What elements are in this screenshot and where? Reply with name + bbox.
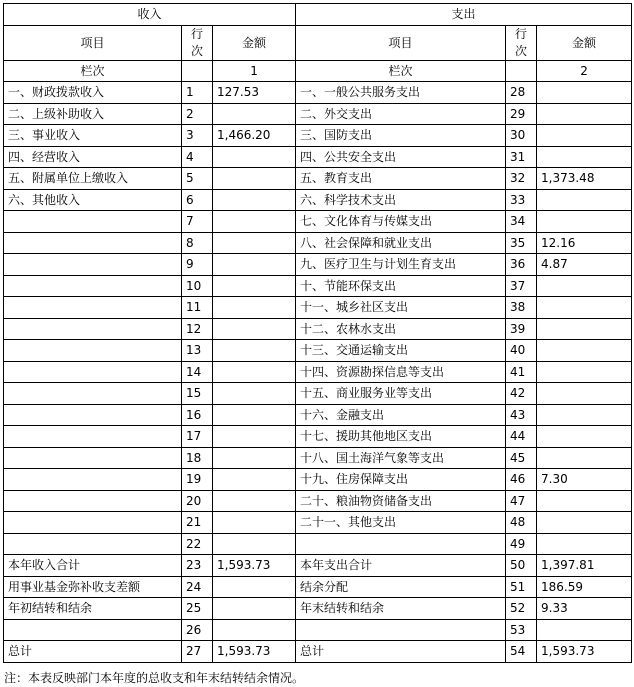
income-item-cell: 总计	[4, 641, 182, 663]
expense-amount-cell	[537, 211, 632, 233]
table-row	[4, 103, 632, 125]
table-row	[4, 404, 632, 426]
expense-amount-cell: 7.30	[537, 469, 632, 491]
expense-row-no-cell: 45	[506, 447, 537, 469]
income-item-cell: 用事业基金弥补收支差额	[4, 576, 182, 598]
income-row-no-cell: 10	[182, 275, 213, 297]
income-item-cell	[4, 426, 182, 448]
income-amount-cell	[213, 297, 296, 319]
expense-item-cell: 本年支出合计	[296, 555, 506, 577]
expense-column-label: 栏次	[296, 60, 506, 82]
income-item-cell: 本年收入合计	[4, 555, 182, 577]
expense-amount-cell	[537, 512, 632, 534]
expense-item-cell: 十七、援助其他地区支出	[296, 426, 506, 448]
income-item-header: 项目	[4, 25, 182, 60]
income-amount-cell	[213, 533, 296, 555]
expense-row-no-cell: 39	[506, 318, 537, 340]
expense-item-cell: 总计	[296, 641, 506, 663]
income-row-no-cell: 9	[182, 254, 213, 276]
expense-row-no-cell: 52	[506, 598, 537, 620]
header-row-sections	[4, 4, 632, 26]
income-row-no-cell: 27	[182, 641, 213, 663]
expense-amount-cell: 186.59	[537, 576, 632, 598]
expense-item-cell: 三、国防支出	[296, 125, 506, 147]
income-column-number: 1	[213, 60, 296, 82]
table-body	[4, 82, 632, 663]
expense-amount-cell	[537, 189, 632, 211]
expense-amount-cell: 12.16	[537, 232, 632, 254]
expense-item-cell: 十三、交通运输支出	[296, 340, 506, 362]
income-amount-cell	[213, 490, 296, 512]
income-row-no-cell: 23	[182, 555, 213, 577]
expense-row-no-cell: 33	[506, 189, 537, 211]
income-item-cell	[4, 490, 182, 512]
table-row	[4, 383, 632, 405]
table-row	[4, 168, 632, 190]
expense-amount-cell: 1,397.81	[537, 555, 632, 577]
table-row	[4, 82, 632, 104]
income-item-cell	[4, 404, 182, 426]
income-row-no-cell: 21	[182, 512, 213, 534]
expense-row-no-cell: 35	[506, 232, 537, 254]
expense-item-cell: 十四、资源勘探信息等支出	[296, 361, 506, 383]
table-row	[4, 576, 632, 598]
expense-item-cell: 年末结转和结余	[296, 598, 506, 620]
income-row-no-header	[182, 25, 213, 60]
income-amount-cell	[213, 598, 296, 620]
expense-row-no-cell: 47	[506, 490, 537, 512]
expense-row-no-cell: 41	[506, 361, 537, 383]
expense-amount-cell	[537, 490, 632, 512]
header-row-column-index	[4, 60, 632, 82]
income-row-no-cell: 2	[182, 103, 213, 125]
expense-row-no-cell: 30	[506, 125, 537, 147]
expense-row-no-cell: 49	[506, 533, 537, 555]
income-row-no-cell: 16	[182, 404, 213, 426]
table-note: 注：本表反映部门本年度的总收支和年末结转结余情况。	[4, 671, 305, 685]
income-item-cell: 二、上级补助收入	[4, 103, 182, 125]
income-amount-cell	[213, 404, 296, 426]
expense-row-no-cell: 46	[506, 469, 537, 491]
expense-item-cell: 六、科学技术支出	[296, 189, 506, 211]
expense-amount-cell	[537, 103, 632, 125]
expense-item-cell: 二、外交支出	[296, 103, 506, 125]
expense-item-cell: 二十、粮油物资储备支出	[296, 490, 506, 512]
expense-item-cell: 四、公共安全支出	[296, 146, 506, 168]
income-amount-cell	[213, 189, 296, 211]
income-item-cell: 四、经营收入	[4, 146, 182, 168]
income-amount-cell	[213, 318, 296, 340]
income-item-cell	[4, 512, 182, 534]
income-amount-cell	[213, 619, 296, 641]
income-item-cell	[4, 340, 182, 362]
expense-item-cell: 二十一、其他支出	[296, 512, 506, 534]
table-row	[4, 211, 632, 233]
expense-row-no-cell: 51	[506, 576, 537, 598]
expense-item-cell: 十八、国土海洋气象等支出	[296, 447, 506, 469]
expense-amount-cell: 4.87	[537, 254, 632, 276]
table-row	[4, 189, 632, 211]
income-column-index-blank	[182, 60, 213, 82]
income-column-label: 栏次	[4, 60, 182, 82]
income-row-no-cell: 20	[182, 490, 213, 512]
income-row-no-cell: 5	[182, 168, 213, 190]
income-row-no-cell: 17	[182, 426, 213, 448]
header-row-columns	[4, 25, 632, 60]
income-amount-cell	[213, 168, 296, 190]
expense-item-cell: 结余分配	[296, 576, 506, 598]
expense-column-number: 2	[537, 60, 632, 82]
expense-row-no-cell: 38	[506, 297, 537, 319]
expense-row-no-cell: 32	[506, 168, 537, 190]
table-row	[4, 340, 632, 362]
expense-amount-cell: 1,373.48	[537, 168, 632, 190]
income-item-cell	[4, 232, 182, 254]
expense-row-no-cell: 34	[506, 211, 537, 233]
expense-item-cell	[296, 533, 506, 555]
income-row-no-cell: 13	[182, 340, 213, 362]
table-row	[4, 490, 632, 512]
expense-amount-cell: 1,593.73	[537, 641, 632, 663]
expense-item-cell	[296, 619, 506, 641]
table-row	[4, 619, 632, 641]
table-row	[4, 641, 632, 663]
income-row-no-cell: 6	[182, 189, 213, 211]
income-amount-cell	[213, 211, 296, 233]
table-row	[4, 469, 632, 491]
expense-row-no-cell: 54	[506, 641, 537, 663]
expense-item-cell: 十五、商业服务业等支出	[296, 383, 506, 405]
table-row	[4, 146, 632, 168]
expense-row-no-cell: 31	[506, 146, 537, 168]
income-row-no-cell: 24	[182, 576, 213, 598]
income-row-no-cell: 14	[182, 361, 213, 383]
income-item-cell	[4, 447, 182, 469]
income-item-cell	[4, 211, 182, 233]
income-row-no-cell: 4	[182, 146, 213, 168]
income-item-cell	[4, 383, 182, 405]
expense-item-cell: 七、文化体育与传媒支出	[296, 211, 506, 233]
income-row-no-cell: 12	[182, 318, 213, 340]
income-item-cell	[4, 361, 182, 383]
expense-amount-cell: 9.33	[537, 598, 632, 620]
expense-item-cell: 十六、金融支出	[296, 404, 506, 426]
expense-amount-cell	[537, 146, 632, 168]
income-amount-cell	[213, 512, 296, 534]
expense-item-cell: 一、一般公共服务支出	[296, 82, 506, 104]
table-row	[4, 555, 632, 577]
expense-amount-cell	[537, 275, 632, 297]
expense-amount-cell	[537, 426, 632, 448]
expense-amount-cell	[537, 533, 632, 555]
table-row	[4, 361, 632, 383]
income-row-no-cell: 11	[182, 297, 213, 319]
table-row	[4, 254, 632, 276]
table-row	[4, 318, 632, 340]
expense-row-no-cell: 53	[506, 619, 537, 641]
expense-amount-cell	[537, 619, 632, 641]
income-amount-cell	[213, 103, 296, 125]
income-item-cell	[4, 318, 182, 340]
income-row-no-cell: 22	[182, 533, 213, 555]
income-item-cell	[4, 254, 182, 276]
income-amount-cell	[213, 576, 296, 598]
income-amount-cell	[213, 275, 296, 297]
expense-item-cell: 九、医疗卫生与计划生育支出	[296, 254, 506, 276]
expense-section-header: 支出	[296, 4, 632, 26]
income-amount-cell: 1,466.20	[213, 125, 296, 147]
income-amount-cell	[213, 146, 296, 168]
expense-item-cell: 八、社会保障和就业支出	[296, 232, 506, 254]
expense-item-cell: 五、教育支出	[296, 168, 506, 190]
expense-row-no-cell: 43	[506, 404, 537, 426]
expense-item-header: 项目	[296, 25, 506, 60]
expense-row-no-cell: 29	[506, 103, 537, 125]
income-amount-cell: 1,593.73	[213, 555, 296, 577]
table-row	[4, 426, 632, 448]
income-row-no-cell: 25	[182, 598, 213, 620]
income-amount-cell	[213, 469, 296, 491]
income-amount-header: 金额	[213, 25, 296, 60]
income-row-no-cell: 19	[182, 469, 213, 491]
income-item-cell	[4, 533, 182, 555]
income-amount-cell	[213, 254, 296, 276]
income-amount-cell	[213, 361, 296, 383]
expense-amount-cell	[537, 340, 632, 362]
expense-column-index-blank	[506, 60, 537, 82]
table-row	[4, 512, 632, 534]
income-amount-cell	[213, 232, 296, 254]
expense-row-no-cell: 50	[506, 555, 537, 577]
income-amount-cell	[213, 447, 296, 469]
income-row-no-cell: 1	[182, 82, 213, 104]
income-row-no-cell: 18	[182, 447, 213, 469]
table-row	[4, 275, 632, 297]
income-item-cell: 六、其他收入	[4, 189, 182, 211]
expense-row-no-cell: 36	[506, 254, 537, 276]
expense-item-cell: 十一、城乡社区支出	[296, 297, 506, 319]
table-row	[4, 232, 632, 254]
expense-amount-cell	[537, 447, 632, 469]
expense-row-no-cell: 37	[506, 275, 537, 297]
expense-amount-cell	[537, 404, 632, 426]
income-item-cell: 年初结转和结余	[4, 598, 182, 620]
expense-amount-cell	[537, 383, 632, 405]
income-row-no-cell: 15	[182, 383, 213, 405]
income-item-cell: 三、事业收入	[4, 125, 182, 147]
income-amount-cell	[213, 426, 296, 448]
table-row	[4, 125, 632, 147]
expense-row-no-cell: 48	[506, 512, 537, 534]
expense-row-no-header-text: 行次	[515, 26, 528, 58]
income-item-cell: 五、附属单位上缴收入	[4, 168, 182, 190]
expense-amount-cell	[537, 361, 632, 383]
expense-amount-cell	[537, 82, 632, 104]
income-amount-cell: 127.53	[213, 82, 296, 104]
income-item-cell: 一、财政拨款收入	[4, 82, 182, 104]
table-row	[4, 533, 632, 555]
income-amount-cell	[213, 340, 296, 362]
table-row	[4, 297, 632, 319]
income-row-no-header-text: 行次	[191, 26, 204, 58]
expense-item-cell: 十九、住房保障支出	[296, 469, 506, 491]
table-row	[4, 598, 632, 620]
expense-row-no-header	[506, 25, 537, 60]
income-item-cell	[4, 619, 182, 641]
expense-item-cell: 十二、农林水支出	[296, 318, 506, 340]
expense-row-no-cell: 44	[506, 426, 537, 448]
income-row-no-cell: 26	[182, 619, 213, 641]
table-row	[4, 447, 632, 469]
income-row-no-cell: 7	[182, 211, 213, 233]
expense-row-no-cell: 28	[506, 82, 537, 104]
income-section-header: 收入	[4, 4, 296, 26]
income-amount-cell: 1,593.73	[213, 641, 296, 663]
income-item-cell	[4, 297, 182, 319]
income-row-no-cell: 3	[182, 125, 213, 147]
income-amount-cell	[213, 383, 296, 405]
expense-amount-cell	[537, 318, 632, 340]
income-item-cell	[4, 469, 182, 491]
expense-item-cell: 十、节能环保支出	[296, 275, 506, 297]
income-row-no-cell: 8	[182, 232, 213, 254]
income-expense-table	[3, 3, 632, 663]
expense-row-no-cell: 42	[506, 383, 537, 405]
expense-row-no-cell: 40	[506, 340, 537, 362]
income-item-cell	[4, 275, 182, 297]
expense-amount-cell	[537, 297, 632, 319]
expense-amount-header: 金额	[537, 25, 632, 60]
expense-amount-cell	[537, 125, 632, 147]
